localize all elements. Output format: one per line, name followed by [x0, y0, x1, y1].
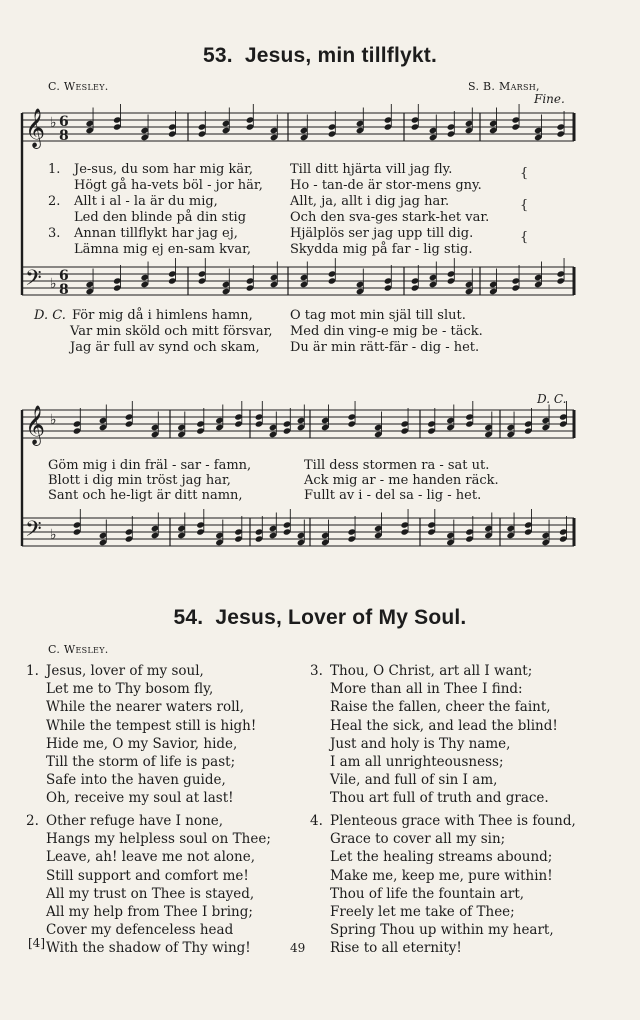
verse-line: Grace to cover all my sin; — [330, 831, 506, 848]
lyric-line: Skydda mig på far - lig stig. — [290, 242, 473, 257]
stanza-number: 4. — [310, 813, 323, 829]
verse-line: Thou art full of truth and grace. — [330, 790, 549, 807]
lyric-line: Och den sva-ges stark-het var. — [290, 210, 490, 225]
time-signature-icon: 6 — [59, 268, 69, 284]
dc-label: D. C. — [34, 308, 66, 323]
lyric-line: Hjälplös ser jag upp till dig. — [290, 226, 474, 241]
lyric-line: Led den blinde på din stig — [74, 210, 247, 225]
time-signature-icon: 8 — [59, 282, 69, 298]
lyric-line: Allt, ja, allt i dig jag har. — [290, 194, 450, 209]
verse-line: Heal the sick, and lead the blind! — [330, 717, 558, 734]
lyric-line: Högt gå ha-vets böl - jor här, — [74, 178, 263, 193]
verse-line: Freely let me take of Thee; — [330, 904, 515, 921]
verse-line: Thou, O Christ, art all I want; — [330, 663, 533, 679]
stanza-1 — [26, 662, 256, 808]
stanza-number: 1. — [26, 663, 39, 679]
verse-line: While the nearer waters roll, — [46, 699, 245, 716]
verse-line: Hangs my helpless soul on Thee; — [46, 831, 271, 848]
verse-line: Raise the fallen, cheer the faint, — [330, 699, 551, 716]
verse-line: All my trust on Thee is stayed, — [46, 885, 255, 902]
hymn53-number: 53. — [203, 44, 233, 67]
hymn53-composer: S. B. Marsh, — [468, 80, 540, 93]
time-signature-icon: 8 — [59, 128, 69, 144]
brace: { — [520, 166, 529, 181]
flat-icon: ♭ — [50, 412, 57, 428]
stanza-number: 3. — [310, 663, 323, 679]
verse-line: Oh, receive my soul at last! — [46, 790, 234, 807]
hymn54-number: 54. — [173, 606, 204, 629]
lyric-line: Ack mig ar - me handen räck. — [304, 473, 499, 488]
lyric-line: Med din ving-e mig be - täck. — [290, 324, 483, 339]
flat-icon: ♭ — [50, 276, 57, 292]
bass-clef-icon: 𝄢 — [25, 266, 42, 296]
verse-line: Cover my defenceless head — [46, 922, 234, 939]
hymn54-title-text: Jesus, Lover of My Soul. — [215, 606, 467, 629]
verse-line: Let me to Thy bosom fly, — [46, 681, 214, 698]
verse-line: Till the storm of life is past; — [46, 754, 236, 771]
verse-line: Just and holy is Thy name, — [330, 735, 511, 752]
verse-line: Safe into the haven guide, — [46, 772, 226, 789]
verse-line: Make me, keep me, pure within! — [330, 867, 553, 884]
verse-line: Rise to all eternity! — [330, 940, 462, 957]
hymn53-author: C. Wesley. — [48, 80, 109, 93]
verse-line: Hide me, O my Savior, hide, — [46, 735, 238, 752]
verse-line: Thou of life the fountain art, — [330, 885, 525, 902]
verse-line: Other refuge have I none, — [46, 813, 224, 829]
verse-line: More than all in Thee I find: — [330, 681, 523, 698]
verse-line: Plenteous grace with Thee is found, — [330, 813, 576, 829]
brace: { — [520, 198, 529, 213]
stanza-number: 2. — [26, 813, 39, 829]
verse-line: With the shadow of Thy wing! — [46, 940, 251, 957]
verse-line: I am all unrighteousness; — [330, 754, 504, 771]
verse-line: While the tempest still is high! — [46, 717, 257, 734]
lyric-line: Je-sus, du som har mig kär, — [74, 162, 254, 177]
page-number: 49 — [290, 941, 306, 955]
hymn53-title-text: Jesus, min tillflykt. — [244, 44, 437, 67]
bass-clef-icon: 𝄢 — [25, 517, 42, 547]
lyric-line: Lämna mig ej en-sam kvar, — [74, 242, 251, 257]
treble-clef-icon: 𝄞 — [25, 405, 46, 445]
brace: { — [520, 230, 529, 245]
verse-line: Let the healing streams abound; — [330, 849, 553, 866]
verse-line: Jesus, lover of my soul, — [46, 663, 204, 679]
flat-icon: ♭ — [50, 527, 57, 543]
lyric-line: Till dess stormen ra - sat ut. — [304, 458, 490, 473]
lyric-line: Du är min rätt-fär - dig - het. — [290, 340, 480, 355]
verse-line: Spring Thou up within my heart, — [330, 922, 554, 939]
lyric-line: Allt i al - la är du mig, — [74, 194, 218, 209]
signature-mark: [4] — [28, 936, 45, 950]
lyric-line: Till ditt hjärta vill jag fly. — [290, 162, 453, 177]
lyric-line: Göm mig i din fräl - sar - famn, — [48, 458, 252, 473]
lyric-line: Ho - tan-de är stor-mens gny. — [290, 178, 482, 193]
lyric-line: Annan tillflykt har jag ej, — [74, 226, 238, 241]
lyric-line: Fullt av i - del sa - lig - het. — [304, 488, 482, 503]
lyric-line: Jag är full av synd och skam, — [70, 340, 260, 355]
lyric-line: För mig då i himlens hamn, — [72, 308, 253, 323]
stanza-3 — [310, 662, 558, 808]
verse-line: All my help from Thee I bring; — [46, 904, 253, 921]
verse-line: Still support and comfort me! — [46, 867, 249, 884]
lyric-line: Blott i dig min tröst jag har, — [48, 473, 231, 488]
treble-clef-icon: 𝄞 — [25, 108, 46, 148]
lyric-line: Sant och he-ligt är ditt namn, — [48, 488, 243, 503]
hymn54-author: C. Wesley. — [48, 643, 109, 656]
stanza-number: 1. — [48, 162, 61, 177]
lyric-line: Var min sköld och mitt försvar, — [70, 324, 273, 339]
stanza-2 — [26, 812, 271, 958]
flat-icon: ♭ — [50, 115, 57, 131]
verse-line: Vile, and full of sin I am, — [330, 772, 498, 789]
verse-line: Leave, ah! leave me not alone, — [46, 849, 256, 866]
stanza-number: 3. — [48, 226, 61, 241]
dc-mark: D. C. — [537, 392, 567, 406]
lyric-line: O tag mot min själ till slut. — [290, 308, 466, 323]
fine-mark: Fine. — [534, 92, 565, 106]
stanza-4 — [310, 812, 576, 958]
time-signature-icon: 6 — [59, 114, 69, 130]
hymn54-title — [0, 606, 640, 630]
stanza-number: 2. — [48, 194, 61, 209]
